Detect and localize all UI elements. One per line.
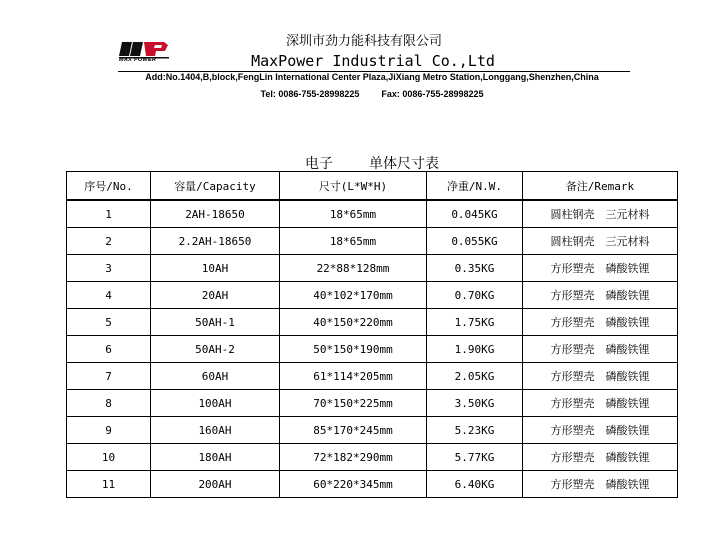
cell-remark: 方形塑壳 磷酸铁锂 xyxy=(523,471,678,498)
cell-no: 1 xyxy=(67,200,151,228)
cell-weight: 5.77KG xyxy=(427,444,523,471)
cell-no: 2 xyxy=(67,228,151,255)
table-row xyxy=(67,282,678,309)
table-row xyxy=(67,228,678,255)
cell-weight: 3.50KG xyxy=(427,390,523,417)
cell-no: 7 xyxy=(67,363,151,390)
cell-remark: 方形塑壳 磷酸铁锂 xyxy=(523,282,678,309)
logo-text: MAX POWER xyxy=(119,57,157,63)
cell-remark: 方形塑壳 磷酸铁锂 xyxy=(523,390,678,417)
cell-no: 9 xyxy=(67,417,151,444)
cell-no: 4 xyxy=(67,282,151,309)
cell-weight: 0.045KG xyxy=(427,200,523,228)
table-row xyxy=(67,336,678,363)
cell-remark: 方形塑壳 磷酸铁锂 xyxy=(523,444,678,471)
cell-remark: 方形塑壳 磷酸铁锂 xyxy=(523,255,678,282)
header-capacity: 容量/Capacity xyxy=(151,172,280,201)
cell-remark: 方形塑壳 磷酸铁锂 xyxy=(523,363,678,390)
table-row xyxy=(67,363,678,390)
cell-remark: 圆柱钢壳 三元材料 xyxy=(523,228,678,255)
header-no: 序号/No. xyxy=(67,172,151,201)
table-row xyxy=(67,417,678,444)
cell-capacity: 20AH xyxy=(151,282,280,309)
telephone: Tel: 0086-755-28998225 xyxy=(260,89,360,99)
cell-no: 10 xyxy=(67,444,151,471)
table-row xyxy=(67,309,678,336)
cell-capacity: 50AH-1 xyxy=(151,309,280,336)
cell-no: 3 xyxy=(67,255,151,282)
cell-no: 6 xyxy=(67,336,151,363)
table-header-row xyxy=(67,172,678,201)
cell-size: 60*220*345mm xyxy=(280,471,427,498)
cell-size: 70*150*225mm xyxy=(280,390,427,417)
company-name-en: MaxPower Industrial Co.,Ltd xyxy=(251,52,495,70)
table-row xyxy=(67,471,678,498)
cell-weight: 1.90KG xyxy=(427,336,523,363)
header-size: 尺寸(L*W*H) xyxy=(280,172,427,201)
cell-capacity: 160AH xyxy=(151,417,280,444)
table-title-left: 电子 xyxy=(305,156,333,172)
cell-capacity: 10AH xyxy=(151,255,280,282)
cell-weight: 0.70KG xyxy=(427,282,523,309)
company-name-cn: 深圳市劲力能科技有限公司 xyxy=(285,34,442,49)
cell-size: 22*88*128mm xyxy=(280,255,427,282)
fax: Fax: 0086-755-28998225 xyxy=(381,89,484,99)
table-title-right: 单体尺寸表 xyxy=(369,156,439,172)
cell-no: 11 xyxy=(67,471,151,498)
cell-remark: 方形塑壳 磷酸铁锂 xyxy=(523,336,678,363)
table-row xyxy=(67,390,678,417)
cell-no: 8 xyxy=(67,390,151,417)
cell-capacity: 200AH xyxy=(151,471,280,498)
cell-weight: 5.23KG xyxy=(427,417,523,444)
cell-size: 61*114*205mm xyxy=(280,363,427,390)
cell-weight: 2.05KG xyxy=(427,363,523,390)
header-remark: 备注/Remark xyxy=(523,172,678,201)
cell-size: 85*170*245mm xyxy=(280,417,427,444)
cell-weight: 0.055KG xyxy=(427,228,523,255)
table-row xyxy=(67,255,678,282)
cell-capacity: 180AH xyxy=(151,444,280,471)
header-weight: 净重/N.W. xyxy=(427,172,523,201)
cell-weight: 1.75KG xyxy=(427,309,523,336)
table-row xyxy=(67,200,678,228)
cell-capacity: 100AH xyxy=(151,390,280,417)
cell-capacity: 2.2AH-18650 xyxy=(151,228,280,255)
cell-size: 40*150*220mm xyxy=(280,309,427,336)
cell-spec-table xyxy=(66,171,678,498)
company-address: Add:No.1404,B,block,FengLin International Center Plaza,JiXiang Metro Station,Longgang,Shenzhen,China xyxy=(145,72,599,82)
cell-capacity: 2AH-18650 xyxy=(151,200,280,228)
cell-weight: 0.35KG xyxy=(427,255,523,282)
cell-size: 72*182*290mm xyxy=(280,444,427,471)
cell-size: 40*102*170mm xyxy=(280,282,427,309)
cell-size: 50*150*190mm xyxy=(280,336,427,363)
cell-remark: 方形塑壳 磷酸铁锂 xyxy=(523,417,678,444)
table-row xyxy=(67,444,678,471)
table-title xyxy=(0,153,728,173)
cell-remark: 方形塑壳 磷酸铁锂 xyxy=(523,309,678,336)
cell-no: 5 xyxy=(67,309,151,336)
contact-line xyxy=(0,89,728,99)
cell-weight: 6.40KG xyxy=(427,471,523,498)
cell-capacity: 60AH xyxy=(151,363,280,390)
cell-size: 18*65mm xyxy=(280,228,427,255)
cell-remark: 圆柱钢壳 三元材料 xyxy=(523,200,678,228)
cell-capacity: 50AH-2 xyxy=(151,336,280,363)
cell-size: 18*65mm xyxy=(280,200,427,228)
